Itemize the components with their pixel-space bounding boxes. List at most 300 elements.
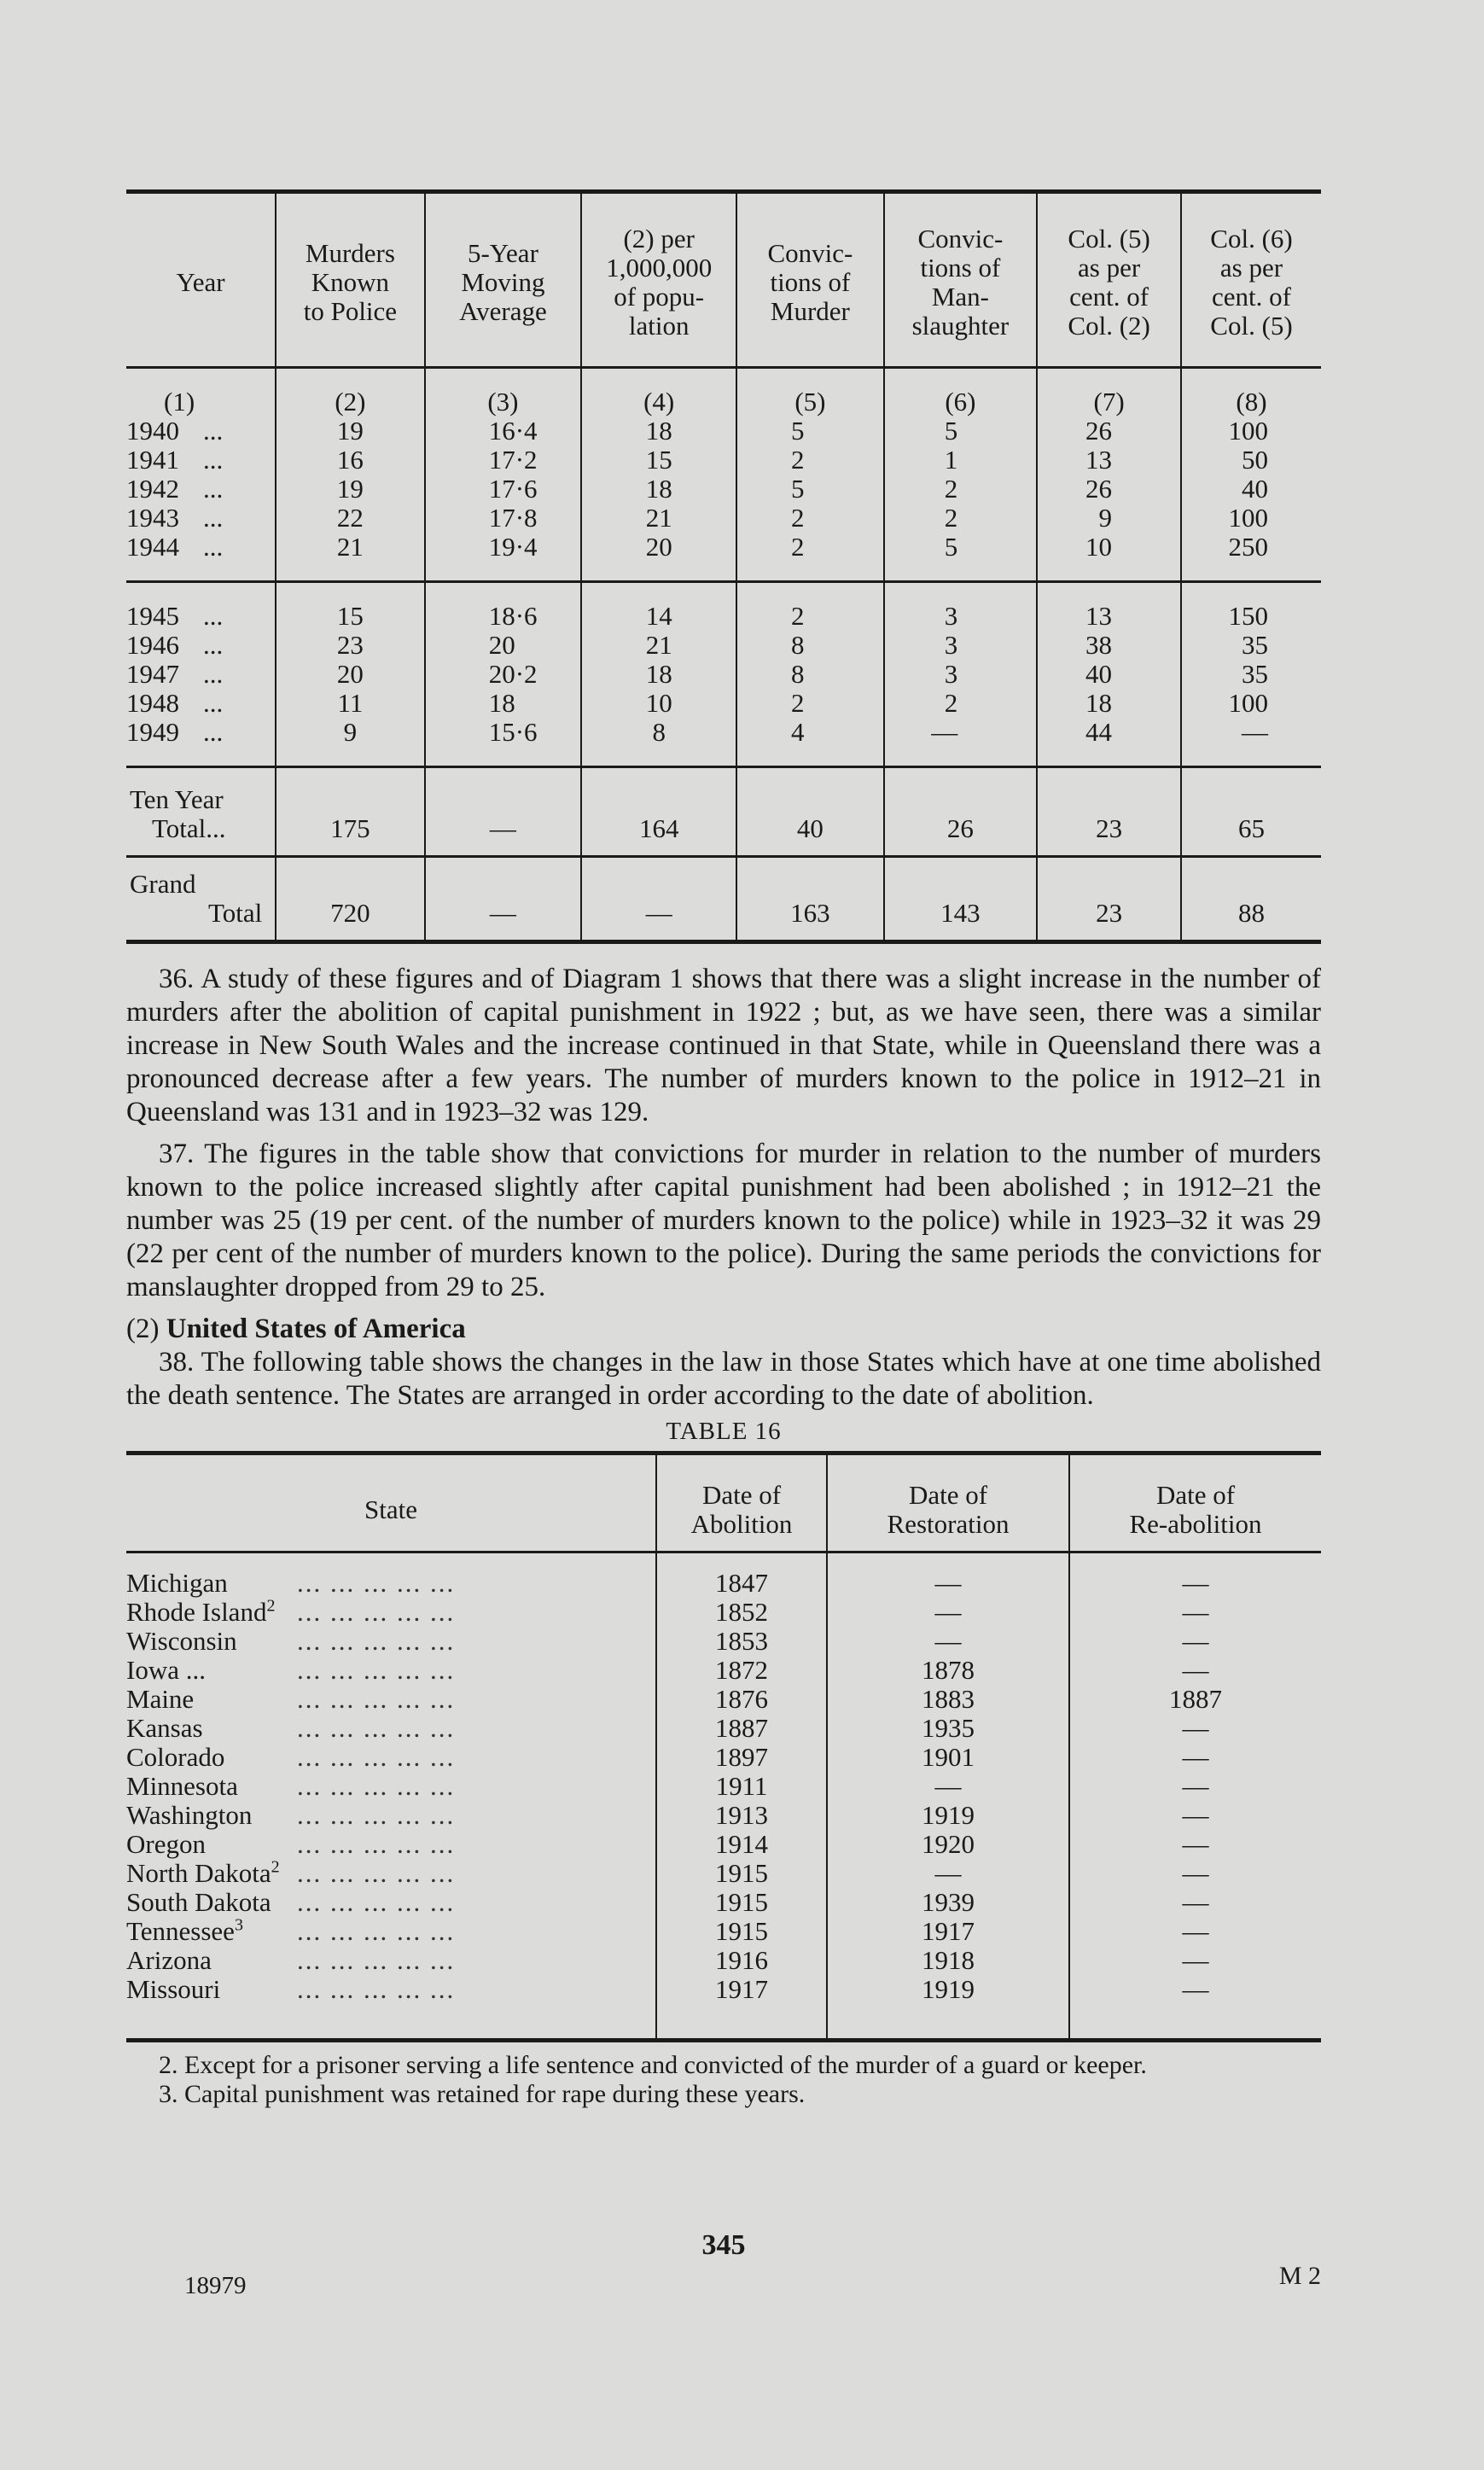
table-cell: 250 [1181,533,1321,582]
state-cell [126,1975,656,2041]
year-cell [126,417,276,446]
leader-dots: ... [203,503,224,533]
reabolition-date: — [1069,1627,1321,1656]
abolition-date: 1847 [656,1552,827,1599]
leader-dots: ... ... ... ... ... [297,1829,456,1859]
total-label [126,767,276,857]
restoration-date: 1878 [827,1656,1069,1685]
reabolition-date: — [1069,1859,1321,1888]
column-header [1069,1453,1321,1552]
leader-dots: ... ... ... ... ... [297,1771,456,1801]
total-cell: 65 [1181,767,1321,857]
state-cell [126,1598,656,1627]
table-cell: 10 [1037,533,1181,582]
leader-dots: ... [203,630,224,660]
table-cell: 35 [1181,631,1321,660]
state-abolition-table [126,1451,1321,2042]
total-cell: 143 [884,857,1038,942]
state-name: Oregon [126,1829,206,1859]
column-header [827,1453,1069,1552]
year-cell [126,475,276,504]
reabolition-date: — [1069,1801,1321,1830]
column-header-line: lation [628,311,690,341]
table-cell: 8 [736,660,883,689]
total-cell: — [425,857,581,942]
reabolition-date: — [1069,1888,1321,1917]
state-name: Iowa ... [126,1655,206,1685]
leader-dots: ... [203,532,224,562]
year-value: 1944 [126,532,179,562]
abolition-date: 1872 [656,1656,827,1685]
leader-dots: ... [203,601,224,631]
table-cell: 100 [1181,504,1321,533]
table-cell: 18 [581,417,736,446]
table-cell: 3 [884,582,1038,632]
year-cell [126,504,276,533]
table-row [126,1801,1321,1830]
total-cell: 40 [736,767,883,857]
total-cell: 23 [1037,767,1181,857]
table-cell: 2 [736,504,883,533]
table-row [126,1714,1321,1743]
restoration-date: 1919 [827,1801,1069,1830]
column-header [736,192,883,368]
column-header-line: Convic- [917,224,1004,253]
table-cell: 2 [884,689,1038,718]
table-cell: 38 [1037,631,1181,660]
murder-statistics-table [126,189,1321,944]
table-cell: 18 [1037,689,1181,718]
print-code: 18979 [184,2272,247,2299]
table-cell: 40 [1037,660,1181,689]
column-header [884,192,1038,368]
table-cell: 20 [425,631,581,660]
footnote-2: 2. Except for a prisoner serving a life sentence and convicted of the murder of a guard or keeper. [159,2051,1147,2079]
paragraph-36: 36. A study of these figures and of Diagram 1 shows that there was a slight increase in the number of murders after the abolition of capital punishment in 1922 ; but, as we have seen, there was a similar increase in New South Wales and the increase continued in that State, while in Queensland there was a pronounced decrease after a few years. The number of murders known to the police in 1912–21 in Queensland was 131 and in 1923–32 was 129. [126,964,1321,1127]
column-header-line: Year [176,267,225,297]
column-header-line: Date of [1155,1480,1236,1510]
reabolition-date: — [1069,1946,1321,1975]
table-cell: 2 [884,475,1038,504]
table-cell: 18 [581,475,736,504]
reabolition-date: — [1069,1598,1321,1627]
state-cell [126,1656,656,1685]
table-cell: 8 [581,718,736,767]
table-cell: 17·6 [425,475,581,504]
column-header-line: 1,000,000 [606,253,713,283]
table-row [126,660,1321,689]
table-cell: — [1181,718,1321,767]
column-header-line: as per [1219,253,1283,283]
table-16-caption: TABLE 16 [666,1418,782,1445]
table-row [126,1917,1321,1946]
column-header-line: to Police [303,296,398,326]
column-header-line: Restoration [887,1509,1010,1539]
table-row [126,417,1321,446]
grand-total-row [126,857,1321,942]
leader-dots: ... [203,717,224,747]
state-name: Minnesota [126,1771,238,1801]
table-row [126,1830,1321,1859]
table-row [126,1598,1321,1627]
table-cell: 11 [276,689,425,718]
leader-dots: ... ... ... ... ... [297,1626,456,1656]
leader-dots: ... [203,416,224,446]
reabolition-date: — [1069,1772,1321,1801]
state-cell [126,1714,656,1743]
abolition-date: 1916 [656,1946,827,1975]
abolition-date: 1887 [656,1714,827,1743]
state-cell [126,1859,656,1888]
column-header-line: Col. (6) [1210,224,1293,253]
total-label-line2: Total [208,898,263,928]
leader-dots: ... ... ... ... ... [297,1916,456,1946]
column-header-line: Murder [770,296,850,326]
column-header-line: Col. (2) [1068,311,1150,341]
state-name: Michigan [126,1568,228,1598]
column-header-line: 5-Year [467,238,538,268]
abolition-date: 1876 [656,1685,827,1714]
state-name: Arizona [126,1945,212,1975]
abolition-date: 1911 [656,1772,827,1801]
table-row [126,446,1321,475]
state-cell [126,1830,656,1859]
year-value: 1945 [126,601,179,631]
total-cell: 26 [884,767,1038,857]
leader-dots: ... ... ... ... ... [297,1742,456,1772]
table-row [126,582,1321,632]
table-cell: 4 [736,718,883,767]
table-cell: 2 [736,533,883,582]
state-name: Wisconsin [126,1626,237,1656]
year-value: 1941 [126,445,179,475]
table-cell: 26 [1037,475,1181,504]
leader-dots: ... ... ... ... ... [297,1800,456,1830]
table-cell: 15 [276,582,425,632]
section-heading [126,1313,1321,1346]
table-cell: 23 [276,631,425,660]
footnote-ref: 2 [266,1596,276,1616]
column-number: (1) [164,387,195,417]
table-row [126,1685,1321,1714]
leader-dots: ... [203,445,224,475]
table-cell: 100 [1181,689,1321,718]
column-number: (3) [425,368,581,417]
table-cell: 15·6 [425,718,581,767]
total-cell: 163 [736,857,883,942]
signature-mark: M 2 [1278,2262,1321,2290]
leader-dots: ... [203,659,224,689]
total-label-line1: Grand [130,869,196,899]
year-cell [126,533,276,582]
abolition-date: 1914 [656,1830,827,1859]
table-cell: 10 [581,689,736,718]
year-value: 1940 [126,416,179,446]
reabolition-date: — [1069,1714,1321,1743]
table-cell: 5 [884,533,1038,582]
column-header-line: Moving [461,267,545,297]
table-row [126,475,1321,504]
abolition-date: 1853 [656,1627,827,1656]
table-cell: 40 [1181,475,1321,504]
leader-dots: ... ... ... ... ... [297,1713,456,1743]
table-header-row [126,1453,1321,1552]
year-value: 1947 [126,659,179,689]
total-label-line2: Total... [152,813,226,843]
column-number: (8) [1181,368,1321,417]
state-cell [126,1772,656,1801]
reabolition-date: — [1069,1975,1321,2041]
table-row [126,1946,1321,1975]
total-cell: 164 [581,767,736,857]
leader-dots: ... ... ... ... ... [297,1568,456,1598]
restoration-date: 1935 [827,1714,1069,1743]
table-cell: 17·8 [425,504,581,533]
column-header-line: as per [1078,253,1141,283]
year-cell [126,718,276,767]
total-cell: 175 [276,767,425,857]
section-title: United States of America [166,1314,466,1344]
column-header-line: Convic- [767,238,853,268]
leader-dots: ... [203,474,224,504]
abolition-date: 1915 [656,1888,827,1917]
reabolition-date: 1887 [1069,1685,1321,1714]
total-cell: 23 [1037,857,1181,942]
column-header [1181,192,1321,368]
state-name: Tennessee$^3$ [126,1915,243,1946]
table-row [126,1627,1321,1656]
table-cell: 18·6 [425,582,581,632]
table-cell: 9 [276,718,425,767]
table-cell: 100 [1181,417,1321,446]
column-number: (4) [581,368,736,417]
paragraph-37: 37. The figures in the table show that convictions for murder in relation to the number of murders known to the police increased slightly after capital punishment had been abolished ; in 1912–21 the number was 25 (19 per cent. of the number of murders known to the police) while in 1923–32 it was 29 (22 per cent of the number of murders known to the police). During the same periods the convictions for manslaughter dropped from 29 to 25. [126,1139,1321,1302]
column-header-line: slaughter [911,311,1010,341]
table-cell: 21 [276,533,425,582]
restoration-date: 1883 [827,1685,1069,1714]
leader-dots: ... ... ... ... ... [297,1858,456,1888]
abolition-date: 1852 [656,1598,827,1627]
table-cell: 5 [884,417,1038,446]
abolition-date: 1915 [656,1917,827,1946]
document-page [126,189,1321,2299]
table-cell: 22 [276,504,425,533]
column-header-line: tions of [920,253,1001,283]
table-cell: 2 [736,689,883,718]
state-name: Missouri [126,1974,221,2004]
state-name: Kansas [126,1713,203,1743]
table-cell: 20 [276,660,425,689]
restoration-date: — [827,1598,1069,1627]
state-cell [126,1946,656,1975]
restoration-date: 1919 [827,1975,1069,2041]
table-cell: 14 [581,582,736,632]
table-cell: 20 [581,533,736,582]
restoration-date: 1918 [827,1946,1069,1975]
table-cell: 5 [736,417,883,446]
total-cell: 720 [276,857,425,942]
column-number: (2) [276,368,425,417]
restoration-date: 1920 [827,1830,1069,1859]
table-cell: 21 [581,631,736,660]
column-number: (6) [884,368,1038,417]
table-cell: 150 [1181,582,1321,632]
year-cell [126,660,276,689]
table-cell: 3 [884,631,1038,660]
table-cell: 21 [581,504,736,533]
table-cell: 1 [884,446,1038,475]
column-number: (5) [736,368,883,417]
year-value: 1946 [126,630,179,660]
column-header-line: Known [311,267,390,297]
table-cell: 2 [736,582,883,632]
table-row [126,689,1321,718]
table-cell: 9 [1037,504,1181,533]
total-cell: 88 [1181,857,1321,942]
leader-dots: ... ... ... ... ... [297,1684,456,1714]
reabolition-date: — [1069,1917,1321,1946]
state-cell [126,1888,656,1917]
year-value: 1943 [126,503,179,533]
table-cell: 5 [736,475,883,504]
year-value: 1949 [126,717,179,747]
table-cell: 18 [581,660,736,689]
table-row [126,1888,1321,1917]
column-header-line: Abolition [690,1509,793,1539]
total-cell: — [581,857,736,942]
table-cell: 2 [736,446,883,475]
year-value: 1948 [126,688,179,718]
column-header-line: Col. (5) [1210,311,1293,341]
table-row [126,1656,1321,1685]
leader-dots: ... ... ... ... ... [297,1974,456,2004]
table-cell: 8 [736,631,883,660]
table-cell: 19 [276,417,425,446]
abolition-date: 1917 [656,1975,827,2041]
column-header-line: Re-abolition [1129,1509,1262,1539]
state-cell [126,1685,656,1714]
restoration-date: 1939 [827,1888,1069,1917]
ten-year-total-row [126,767,1321,857]
table-row [126,1552,1321,1599]
restoration-date: — [827,1859,1069,1888]
restoration-date: — [827,1552,1069,1599]
table-row [126,718,1321,767]
column-header [126,1453,656,1552]
year-cell [126,446,276,475]
state-cell [126,1552,656,1599]
reabolition-date: — [1069,1743,1321,1772]
column-header-line: Date of [701,1480,782,1510]
abolition-date: 1913 [656,1801,827,1830]
table-cell: 13 [1037,446,1181,475]
restoration-date: 1917 [827,1917,1069,1946]
year-cell [126,631,276,660]
column-header [656,1453,827,1552]
leader-dots: ... [203,688,224,718]
column-header-line: Murders [305,238,395,268]
column-header-line: tions of [770,267,851,297]
state-name: South Dakota [126,1887,271,1917]
table-cell: 20·2 [425,660,581,689]
state-cell [126,1801,656,1830]
table-cell: 16 [276,446,425,475]
table-row [126,1975,1321,2041]
table-row [126,1743,1321,1772]
table-cell: 18 [425,689,581,718]
abolition-date: 1897 [656,1743,827,1772]
section-number: (2) [126,1314,160,1344]
table-row [126,533,1321,582]
page-number: 345 [701,2229,746,2261]
column-header [126,192,276,368]
table-row [126,1859,1321,1888]
year-cell [126,689,276,718]
year-value: 1942 [126,474,179,504]
state-cell [126,1627,656,1656]
table-cell: — [884,718,1038,767]
column-header [581,192,736,368]
year-cell [126,582,276,632]
total-cell: — [425,767,581,857]
total-label-line1: Ten Year [130,784,224,814]
column-header-line: cent. of [1212,282,1291,312]
reabolition-date: — [1069,1830,1321,1859]
footnote-3: 3. Capital punishment was retained for rape during these years. [159,2080,806,2108]
table-cell: 15 [581,446,736,475]
state-name: Washington [126,1800,253,1830]
leader-dots: ... ... ... ... ... [297,1655,456,1685]
state-name: Rhode Island$^2$ [126,1596,276,1627]
table-row [126,1772,1321,1801]
total-label [126,857,276,942]
paragraph-38: 38. The following table shows the changes in the law in those States which have at one time abolished the death sentence. The States are arranged in order according to the date of abolition. [126,1347,1321,1411]
abolition-date: 1915 [656,1859,827,1888]
restoration-date: — [827,1772,1069,1801]
table-cell: 2 [884,504,1038,533]
state-name: North Dakota$^2$ [126,1857,280,1888]
reabolition-date: — [1069,1552,1321,1599]
table-row [126,631,1321,660]
column-header-line: Average [459,296,547,326]
table-cell: 50 [1181,446,1321,475]
state-cell [126,1917,656,1946]
leader-dots: ... ... ... ... ... [297,1945,456,1975]
table-cell: 26 [1037,417,1181,446]
table-cell: 19 [276,475,425,504]
column-header-line: State [364,1494,417,1524]
column-header [425,192,581,368]
table-cell: 17·2 [425,446,581,475]
table-cell: 19·4 [425,533,581,582]
table-cell: 44 [1037,718,1181,767]
footnote-ref: 3 [234,1915,243,1935]
table-header-row [126,192,1321,368]
state-name: Maine [126,1684,195,1714]
state-cell [126,1743,656,1772]
footnote-ref: 2 [271,1857,280,1877]
table-row [126,504,1321,533]
reabolition-date: — [1069,1656,1321,1685]
restoration-date: 1901 [827,1743,1069,1772]
column-header-line: Col. (5) [1068,224,1150,253]
table-cell: 13 [1037,582,1181,632]
column-header-line: of popu- [614,282,705,312]
leader-dots: ... ... ... ... ... [297,1597,456,1627]
column-header-line: cent. of [1069,282,1149,312]
column-header [276,192,425,368]
column-header-line: Date of [908,1480,988,1510]
